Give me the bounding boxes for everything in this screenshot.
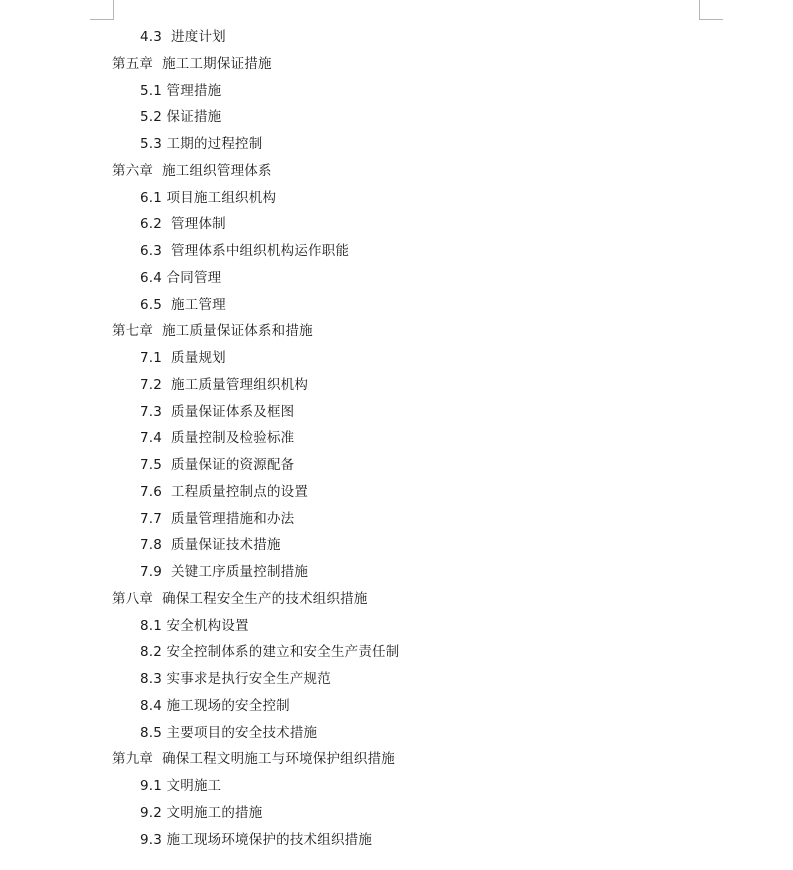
toc-section-entry: 6.3 管理体系中组织机构运作职能 [140,243,350,259]
toc-chapter-heading: 第五章 施工工期保证措施 [112,55,272,72]
toc-section-entry: 8.2 安全控制体系的建立和安全生产责任制 [140,644,400,661]
toc-section-entry: 7.3 质量保证体系及框图 [140,403,295,420]
toc-section-entry: 4.3 进度计划 [140,29,226,45]
table-of-contents [0,24,793,853]
toc-section-entry: 7.8 质量保证技术措施 [140,537,281,554]
toc-chapter-heading: 第七章 施工质量保证体系和措施 [112,323,313,340]
toc-chapter-heading: 第八章 确保工程安全生产的技术组织措施 [112,590,368,607]
toc-section-entry: 5.2 保证措施 [140,109,222,126]
toc-section-entry: 6.5 施工管理 [140,296,226,313]
toc-section-entry: 6.4 合同管理 [140,269,222,286]
toc-section-entry: 7.9 关键工序质量控制措施 [140,564,309,580]
toc-section-entry: 6.1 项目施工组织机构 [140,189,277,206]
toc-section-entry: 9.3 施工现场环境保护的技术组织措施 [140,831,373,848]
toc-section-entry: 9.1 文明施工 [140,778,222,794]
toc-section-entry: 9.2 文明施工的措施 [140,804,263,821]
toc-section-entry: 7.7 质量管理措施和办法 [140,510,295,527]
toc-chapter-heading: 第九章 确保工程文明施工与环境保护组织措施 [112,751,395,768]
toc-section-entry: 7.2 施工质量管理组织机构 [140,376,309,393]
toc-section-entry: 8.3 实事求是执行安全生产规范 [140,671,331,687]
toc-section-entry: 7.4 质量控制及检验标准 [140,430,295,447]
toc-section-entry: 7.1 质量规划 [140,350,226,366]
toc-section-entry: 5.1 管理措施 [140,82,222,99]
toc-section-entry: 7.6 工程质量控制点的设置 [140,483,309,500]
page-corner-mark-right [699,0,723,20]
toc-section-entry: 8.1 安全机构设置 [140,617,249,634]
toc-section-entry: 8.4 施工现场的安全控制 [140,697,290,714]
toc-section-entry: 8.5 主要项目的安全技术措施 [140,724,318,741]
toc-section-entry: 7.5 质量保证的资源配备 [140,457,295,473]
toc-chapter-heading: 第六章 施工组织管理体系 [112,162,272,179]
toc-section-entry: 5.3 工期的过程控制 [140,136,263,152]
page-corner-mark-left [90,0,114,20]
toc-section-entry: 6.2 管理体制 [140,216,226,233]
